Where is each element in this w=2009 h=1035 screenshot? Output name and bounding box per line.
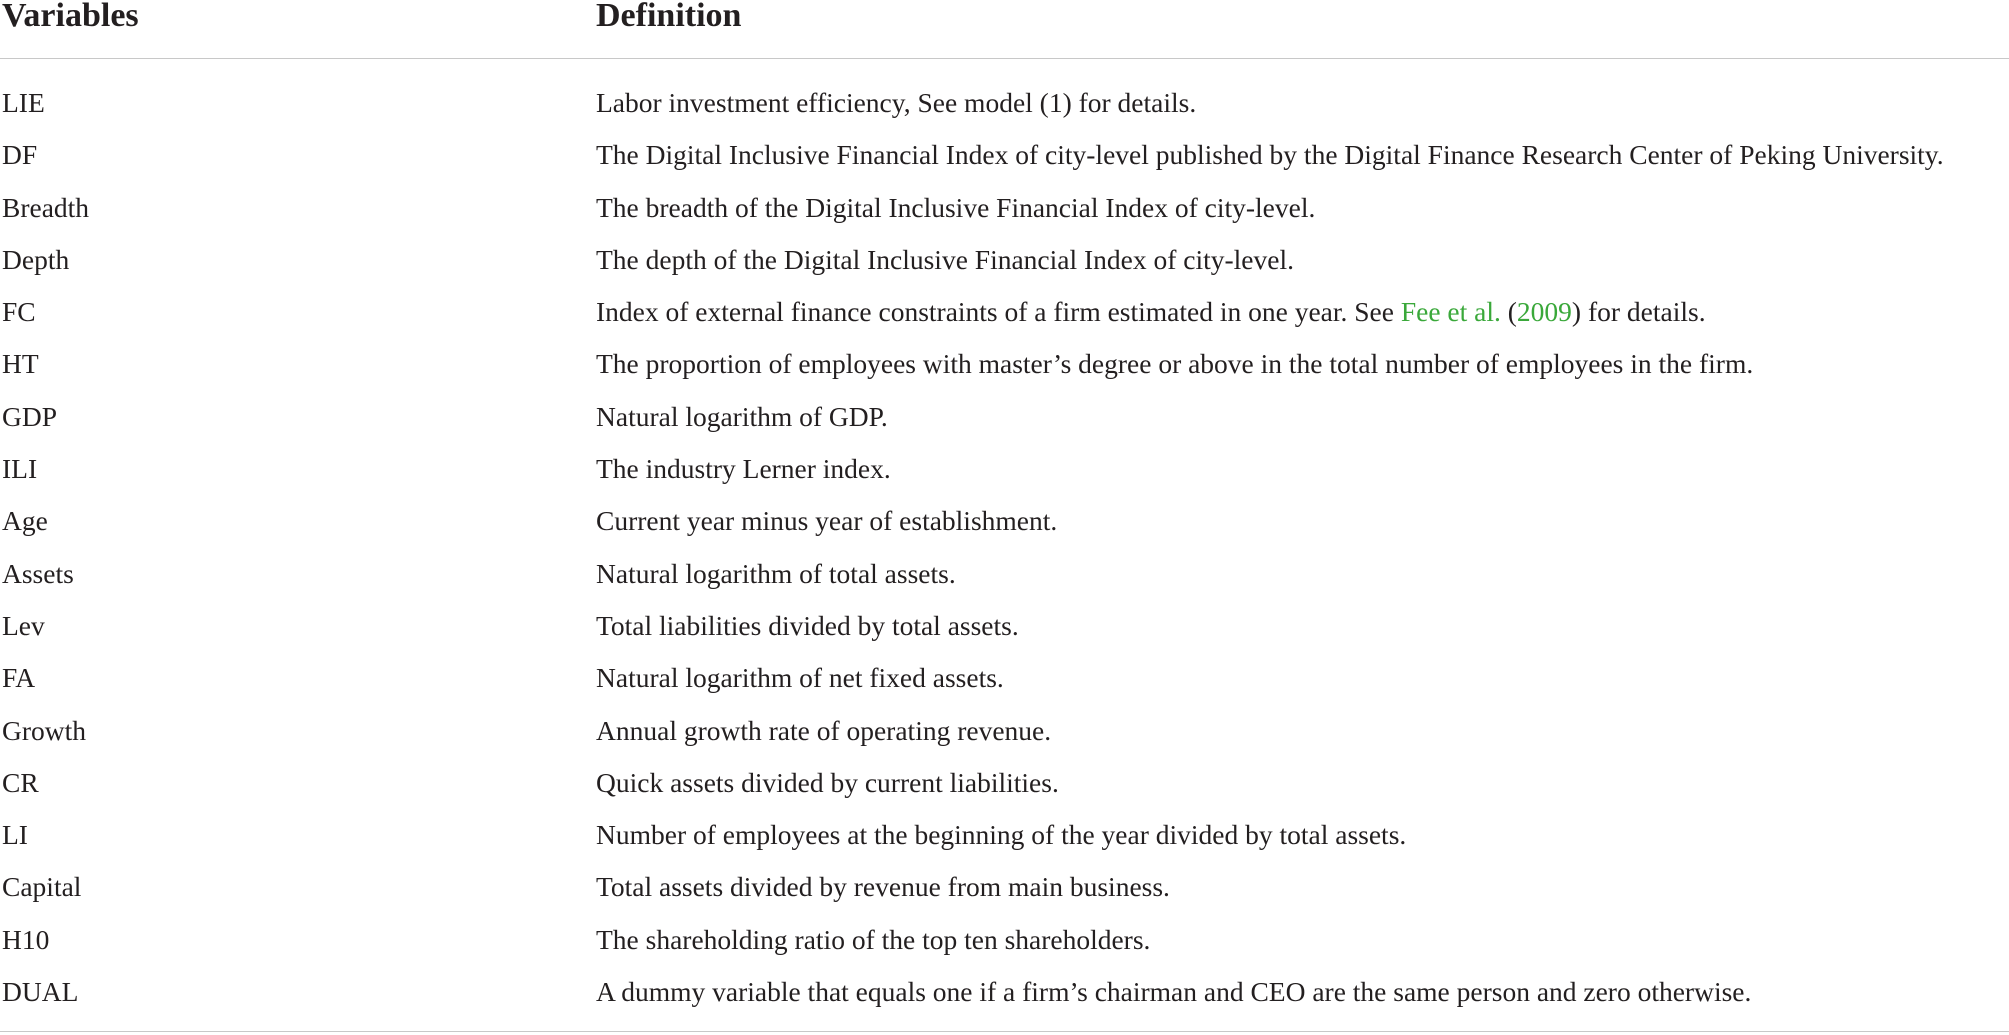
- row-variable: H10: [2, 923, 50, 955]
- row-variable: LIE: [2, 87, 45, 118]
- row-definition: A dummy variable that equals one if a firm’s chairman and CEO are the same person and zero otherwise.: [596, 976, 1752, 1008]
- definition-text-before: Index of external finance constraints of a firm estimated in one year. See: [596, 296, 1401, 328]
- row-definition: Total assets divided by revenue from main business.: [596, 871, 1170, 903]
- row-definition: Natural logarithm of GDP.: [596, 400, 888, 432]
- row-definition: The Digital Inclusive Financial Index of city-level published by the Digital Finance Research Center of Peking University.: [596, 139, 1944, 171]
- row-variable: DUAL: [2, 976, 79, 1008]
- table-bottom-rule: [0, 1031, 2009, 1032]
- table-row: [0, 843, 2009, 903]
- header-variables: Variables: [2, 0, 139, 34]
- citation-paren-open: (: [1500, 296, 1517, 328]
- row-definition: Labor investment efficiency, See model (1) for details.: [596, 87, 1197, 118]
- row-definition: The depth of the Digital Inclusive Financial Index of city-level.: [596, 243, 1294, 275]
- header-definition: Definition: [596, 0, 742, 34]
- row-variable: GDP: [2, 400, 58, 432]
- row-definition: Annual growth rate of operating revenue.: [596, 714, 1052, 746]
- row-variable: Breadth: [2, 191, 90, 223]
- row-definition: The shareholding ratio of the top ten shareholders.: [596, 923, 1151, 955]
- row-variable: CR: [2, 766, 39, 798]
- row-variable: Growth: [2, 714, 87, 746]
- row-definition: Current year minus year of establishment.: [596, 505, 1058, 537]
- row-definition: Natural logarithm of total assets.: [596, 557, 956, 589]
- table-row: [0, 687, 2009, 746]
- row-definition: The industry Lerner index.: [596, 453, 891, 485]
- row-definition: The breadth of the Digital Inclusive Financial Index of city-level.: [596, 191, 1316, 223]
- table-row: [0, 634, 2009, 694]
- table-header: [0, 0, 2009, 59]
- row-variable: HT: [2, 348, 39, 380]
- citation-authors-link[interactable]: Fee et al.: [1400, 296, 1501, 328]
- table-row: [0, 530, 2009, 589]
- citation-paren-close: ): [1571, 296, 1582, 328]
- row-variable: DF: [2, 139, 38, 171]
- table-row: [0, 111, 2009, 171]
- table-row: [0, 164, 2009, 223]
- table-row: [0, 896, 2009, 955]
- table-row: [0, 425, 2009, 485]
- row-variable: ILI: [2, 453, 38, 485]
- row-definition: Natural logarithm of net fixed assets.: [596, 662, 1004, 694]
- table-row: [0, 791, 2009, 851]
- row-variable: FA: [2, 662, 36, 694]
- definition-text-after: for details.: [1581, 296, 1706, 328]
- row-variable: Assets: [2, 557, 74, 589]
- row-definition: Quick assets divided by current liabilities.: [596, 766, 1059, 798]
- row-variable: Lev: [2, 609, 45, 641]
- table-row: [0, 268, 2009, 328]
- row-definition: The proportion of employees with master’s degree or above in the total number of employees in the firm.: [596, 348, 1754, 380]
- row-variable: Depth: [2, 243, 70, 275]
- row-variable: LI: [2, 819, 28, 851]
- table-row: [0, 477, 2009, 537]
- table-row: [0, 59, 2009, 118]
- table-row: [0, 948, 2009, 1008]
- row-variable: Age: [2, 505, 48, 537]
- table-body: [0, 59, 2009, 1008]
- table-row: [0, 373, 2009, 432]
- citation-year-link[interactable]: 2009: [1516, 296, 1572, 328]
- table-row: [0, 320, 2009, 380]
- row-definition: Total liabilities divided by total assets.: [596, 609, 1019, 641]
- row-definition: Number of employees at the beginning of the year divided by total assets.: [596, 819, 1407, 851]
- table-row: [0, 216, 2009, 275]
- table-row: [0, 582, 2009, 641]
- row-variable: Capital: [2, 871, 82, 903]
- row-variable: FC: [2, 296, 36, 328]
- table-row: [0, 739, 2009, 798]
